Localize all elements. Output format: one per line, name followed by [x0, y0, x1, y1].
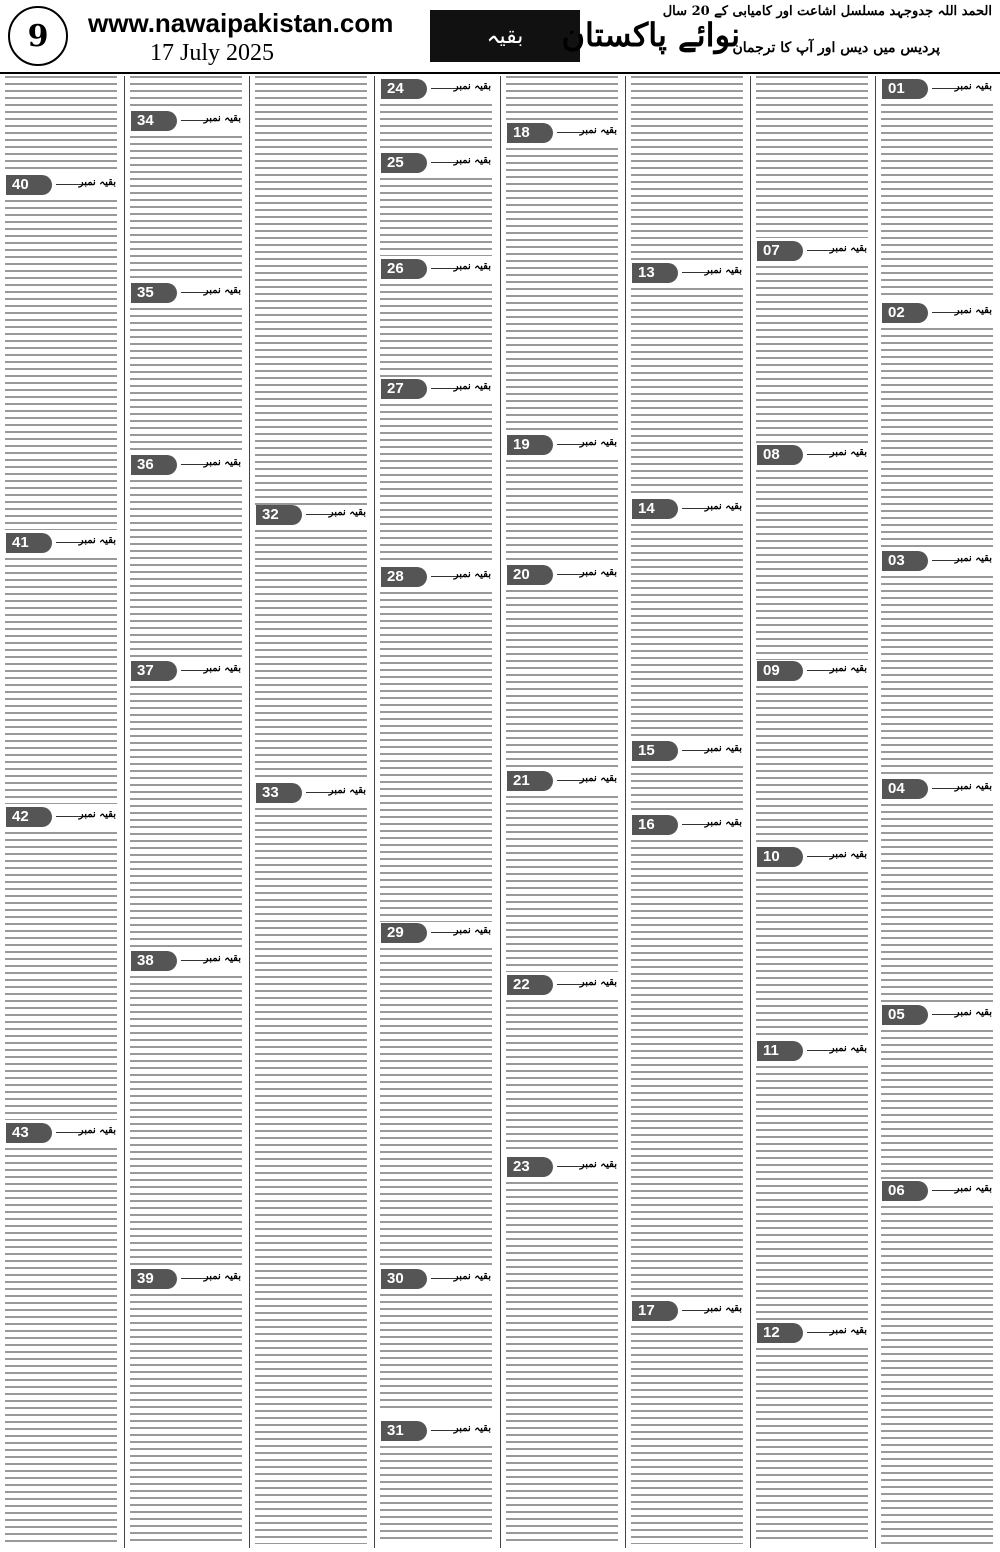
- continuation-label: بقیہ نمبر: [453, 381, 491, 392]
- continuation-number: 10: [757, 847, 803, 867]
- article-text: [506, 590, 618, 768]
- continuation-header: [4, 1122, 118, 1144]
- continuation-number: 14: [632, 499, 678, 519]
- article-text: [130, 136, 242, 280]
- article-text: [380, 178, 492, 256]
- masthead: [0, 0, 1000, 74]
- continuation-header: [129, 660, 243, 682]
- continuation-header: [4, 532, 118, 554]
- continuation-header: [379, 78, 493, 100]
- continuation-label: بقیہ نمبر: [78, 177, 116, 188]
- continuation-number: 09: [757, 661, 803, 681]
- continuation-label: بقیہ نمبر: [704, 743, 742, 754]
- article-text: [380, 104, 492, 152]
- continuation-number: 06: [882, 1181, 928, 1201]
- continuation-header: [755, 1040, 869, 1062]
- continuation-header: [880, 1180, 994, 1202]
- continuation-number: 17: [632, 1301, 678, 1321]
- tagline-bottom: پردیس میں دیس اور آپ کا ترجمان: [732, 40, 940, 56]
- article-text: [881, 1206, 993, 1544]
- continuation-header: [630, 814, 744, 836]
- continuation-header: [129, 454, 243, 476]
- continuation-number: 31: [381, 1421, 427, 1441]
- continuation-label: بقیہ نمبر: [203, 113, 241, 124]
- article-text: [130, 976, 242, 1266]
- continuation-number: 32: [256, 505, 302, 525]
- continuation-label: بقیہ نمبر: [203, 953, 241, 964]
- continuation-label: بقیہ نمبر: [453, 1423, 491, 1434]
- continuation-header: [880, 550, 994, 572]
- article-text: [130, 76, 242, 108]
- continuation-header: [379, 1420, 493, 1442]
- article-text: [881, 328, 993, 550]
- continuation-label: بقیہ نمبر: [954, 1183, 992, 1194]
- continuation-label: بقیہ نمبر: [579, 977, 617, 988]
- continuation-header: [379, 378, 493, 400]
- continuation-header: [505, 434, 619, 456]
- issue-date: 17 July 2025: [150, 40, 275, 66]
- continuation-header: [880, 778, 994, 800]
- continuation-header: [880, 302, 994, 324]
- continuation-label: بقیہ نمبر: [579, 125, 617, 136]
- article-text: [380, 404, 492, 564]
- continuation-header: [379, 566, 493, 588]
- continuation-header: [630, 262, 744, 284]
- continuation-number: 39: [131, 1269, 177, 1289]
- page-number: 9: [8, 6, 68, 66]
- article-text: [506, 460, 618, 564]
- continuation-label: بقیہ نمبر: [203, 663, 241, 674]
- column-6: [628, 76, 746, 1546]
- continuation-label: بقیہ نمبر: [78, 809, 116, 820]
- continuation-header: [505, 122, 619, 144]
- article-text: [756, 1066, 868, 1320]
- article-text: [631, 524, 743, 740]
- continuation-number: 21: [507, 771, 553, 791]
- continuation-number: 42: [6, 807, 52, 827]
- continuation-header: [755, 240, 869, 262]
- article-text: [881, 104, 993, 300]
- article-text: [631, 76, 743, 260]
- continuation-label: بقیہ نمبر: [203, 457, 241, 468]
- continuation-label: بقیہ نمبر: [579, 1159, 617, 1170]
- continuation-header: [4, 174, 118, 196]
- continuation-label: بقیہ نمبر: [579, 437, 617, 448]
- continuation-number: 29: [381, 923, 427, 943]
- continuation-label: بقیہ نمبر: [829, 663, 867, 674]
- article-text: [5, 832, 117, 1120]
- continuation-header: [630, 740, 744, 762]
- continuation-number: 18: [507, 123, 553, 143]
- continuation-number: 20: [507, 565, 553, 585]
- continuation-label: بقیہ نمبر: [954, 81, 992, 92]
- paper-name: نوائے پاکستان: [561, 16, 740, 54]
- column-3: [252, 76, 370, 1546]
- continuation-label: بقیہ نمبر: [328, 507, 366, 518]
- continuation-label: بقیہ نمبر: [453, 81, 491, 92]
- continuation-number: 38: [131, 951, 177, 971]
- article-text: [255, 530, 367, 780]
- continuation-label: بقیہ نمبر: [704, 1303, 742, 1314]
- continuation-label: بقیہ نمبر: [328, 785, 366, 796]
- continuation-number: 01: [882, 79, 928, 99]
- article-text: [756, 470, 868, 660]
- continuation-header: [129, 282, 243, 304]
- continuation-number: 43: [6, 1123, 52, 1143]
- continuation-label: بقیہ نمبر: [453, 1271, 491, 1282]
- continuation-label: بقیہ نمبر: [78, 1125, 116, 1136]
- continuation-number: 04: [882, 779, 928, 799]
- column-8: [878, 76, 996, 1546]
- continuation-header: [254, 782, 368, 804]
- continuation-number: 25: [381, 153, 427, 173]
- continuation-header: [880, 78, 994, 100]
- continuation-number: 27: [381, 379, 427, 399]
- continuation-header: [129, 110, 243, 132]
- article-text: [756, 872, 868, 1040]
- article-text: [506, 148, 618, 432]
- continuation-number: 15: [632, 741, 678, 761]
- continuation-header: [755, 660, 869, 682]
- continuation-header: [630, 498, 744, 520]
- article-text: [130, 1294, 242, 1544]
- article-text: [380, 948, 492, 1266]
- continuation-number: 05: [882, 1005, 928, 1025]
- continuation-number: 36: [131, 455, 177, 475]
- continuation-header: [505, 564, 619, 586]
- article-text: [881, 804, 993, 1004]
- article-text: [5, 1148, 117, 1544]
- continuation-label: بقیہ نمبر: [579, 567, 617, 578]
- continuation-number: 30: [381, 1269, 427, 1289]
- continuation-header: [755, 846, 869, 868]
- section-label: بقیہ: [430, 10, 580, 62]
- continuation-number: 03: [882, 551, 928, 571]
- continuation-number: 08: [757, 445, 803, 465]
- continuation-label: بقیہ نمبر: [453, 569, 491, 580]
- continuation-number: 35: [131, 283, 177, 303]
- article-text: [255, 76, 367, 506]
- article-text: [255, 808, 367, 1544]
- column-7: [753, 76, 871, 1546]
- continuation-label: بقیہ نمبر: [704, 817, 742, 828]
- continuation-header: [755, 444, 869, 466]
- continuation-label: بقیہ نمبر: [954, 781, 992, 792]
- column-1: [2, 76, 120, 1546]
- article-text: [631, 288, 743, 498]
- continuation-header: [880, 1004, 994, 1026]
- column-2: [127, 76, 245, 1546]
- article-text: [130, 308, 242, 452]
- article-text: [506, 1000, 618, 1154]
- continuation-label: بقیہ نمبر: [453, 925, 491, 936]
- continuation-label: بقیہ نمبر: [78, 535, 116, 546]
- continuation-header: [4, 806, 118, 828]
- website-url[interactable]: www.nawaipakistan.com: [88, 8, 394, 38]
- continuation-number: 12: [757, 1323, 803, 1343]
- continuation-header: [505, 974, 619, 996]
- article-text: [5, 76, 117, 172]
- continuation-label: بقیہ نمبر: [829, 447, 867, 458]
- continuation-label: بقیہ نمبر: [203, 1271, 241, 1282]
- continuation-label: بقیہ نمبر: [453, 261, 491, 272]
- continuation-label: بقیہ نمبر: [954, 305, 992, 316]
- continuation-number: 37: [131, 661, 177, 681]
- article-text: [631, 840, 743, 1300]
- continuation-header: [505, 1156, 619, 1178]
- article-text: [506, 1182, 618, 1544]
- continuation-number: 22: [507, 975, 553, 995]
- article-text: [5, 558, 117, 804]
- continuation-header: [379, 1268, 493, 1290]
- article-text: [380, 592, 492, 922]
- article-text: [506, 796, 618, 972]
- article-text: [130, 686, 242, 948]
- continuation-number: 16: [632, 815, 678, 835]
- article-text: [881, 1030, 993, 1180]
- continuation-number: 23: [507, 1157, 553, 1177]
- continuation-label: بقیہ نمبر: [954, 1007, 992, 1018]
- continuation-number: 33: [256, 783, 302, 803]
- continuation-label: بقیہ نمبر: [829, 1043, 867, 1054]
- continuation-number: 13: [632, 263, 678, 283]
- continuation-label: بقیہ نمبر: [203, 285, 241, 296]
- continuation-header: [630, 1300, 744, 1322]
- continuation-number: 19: [507, 435, 553, 455]
- continuation-header: [129, 950, 243, 972]
- continuation-label: بقیہ نمبر: [579, 773, 617, 784]
- continuation-header: [755, 1322, 869, 1344]
- article-text: [756, 76, 868, 238]
- continuation-number: 34: [131, 111, 177, 131]
- article-text: [380, 1294, 492, 1410]
- article-text: [631, 766, 743, 814]
- continuation-label: بقیہ نمبر: [829, 849, 867, 860]
- continuation-number: 02: [882, 303, 928, 323]
- continuation-header: [254, 504, 368, 526]
- continuation-number: 28: [381, 567, 427, 587]
- article-text: [5, 200, 117, 530]
- continuation-label: بقیہ نمبر: [704, 501, 742, 512]
- continuation-number: 11: [757, 1041, 803, 1061]
- continuation-number: 07: [757, 241, 803, 261]
- continuation-number: 24: [381, 79, 427, 99]
- continuation-header: [379, 922, 493, 944]
- article-text: [631, 1326, 743, 1544]
- continuation-number: 41: [6, 533, 52, 553]
- article-text: [380, 1446, 492, 1544]
- continuation-header: [505, 770, 619, 792]
- continuation-number: 26: [381, 259, 427, 279]
- column-4: [377, 76, 495, 1546]
- tagline-top: الحمد اللہ جدوجہد مسلسل اشاعت اور کامیابی کے 20 سال: [662, 4, 992, 19]
- continuation-number: 40: [6, 175, 52, 195]
- column-5: [503, 76, 621, 1546]
- continuation-header: [379, 258, 493, 280]
- article-text: [881, 576, 993, 776]
- continuation-header: [379, 152, 493, 174]
- continuation-label: بقیہ نمبر: [954, 553, 992, 564]
- continuation-label: بقیہ نمبر: [829, 1325, 867, 1336]
- article-text: [506, 76, 618, 120]
- continuation-label: بقیہ نمبر: [829, 243, 867, 254]
- continuation-label: بقیہ نمبر: [704, 265, 742, 276]
- continuation-header: [129, 1268, 243, 1290]
- article-text: [756, 686, 868, 846]
- article-text: [756, 266, 868, 444]
- continuation-label: بقیہ نمبر: [453, 155, 491, 166]
- article-text: [130, 480, 242, 658]
- article-text: [380, 284, 492, 378]
- article-text: [756, 1348, 868, 1544]
